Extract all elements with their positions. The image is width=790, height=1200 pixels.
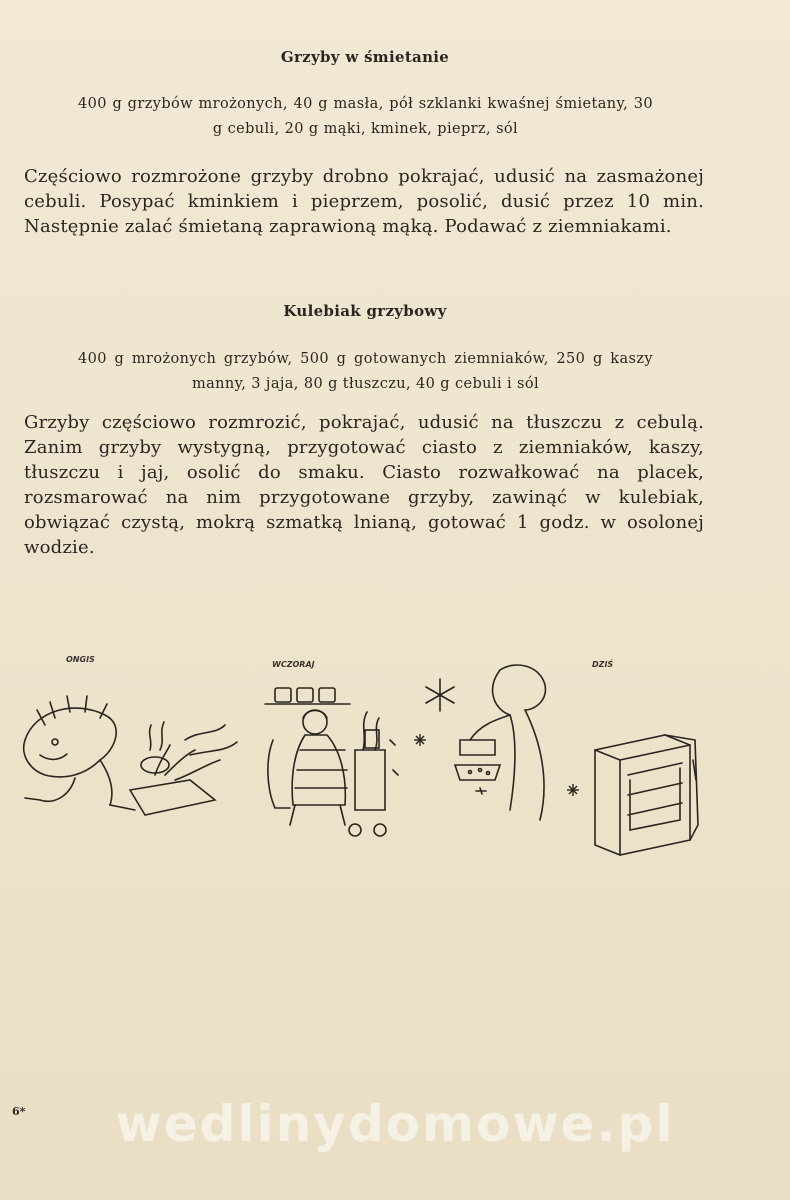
woman-freezing-illustration [440,660,565,830]
sparkle-icon [563,780,583,800]
illustration-label-today: DZIŚ [592,660,614,669]
refrigerator-illustration [590,730,705,860]
sparkle-icon [410,730,430,750]
woman-preserving-illustration [255,680,420,840]
caveman-cooking-illustration [15,680,245,840]
recipe-ingredients: 400 g grzybów mrożonych, 40 g masła, pół szklanki kwaśnej śmietany, 30 g cebuli, 20 g mąki, kminek, pieprz, sól [78,96,653,137]
recipe-title-kulebiak-grzybowy: Kulebiak grzybowy [283,302,447,320]
recipe-instructions: Grzyby częściowo rozmrozić, pokrajać, udusić na tłuszczu z cebulą. Zanim grzyby wystygną, przygotować ciasto z ziemniaków, kaszy, tłuszczu i jaj, osolić do smaku. Ciasto rozwałkować na placek, rozsmarować na nim przygotowane grzyby, zawinąć w kulebiak, obwiązać czystą, mokrą szmatką lnianą, gotować 1 godz. w osolonej wodzie. [24,412,704,558]
illustration-label-past: ONGIS [66,655,95,664]
recipe-title-grzyby-w-smietanie: Grzyby w śmietanie [280,48,450,66]
recipe-ingredients: 400 g mrożonych grzybów, 500 g gotowanych ziemniaków, 250 g kaszy manny, 3 jaja, 80 g tłuszczu, 40 g cebuli i sól [78,351,653,392]
recipe-instructions: Częściowo rozmrożone grzyby drobno pokrajać, udusić na zasmażonej cebuli. Posypać kminkiem i pieprzem, posolić, dusić przez 10 min. Następnie zalać śmietaną zaprawioną mąką. Podawać z ziemniakami. [24,166,704,237]
page-number: 6* [12,1105,26,1118]
illustration-label-yesterday: WCZORAJ [272,660,315,669]
watermark: wedlinydomowe.pl [115,1095,675,1153]
